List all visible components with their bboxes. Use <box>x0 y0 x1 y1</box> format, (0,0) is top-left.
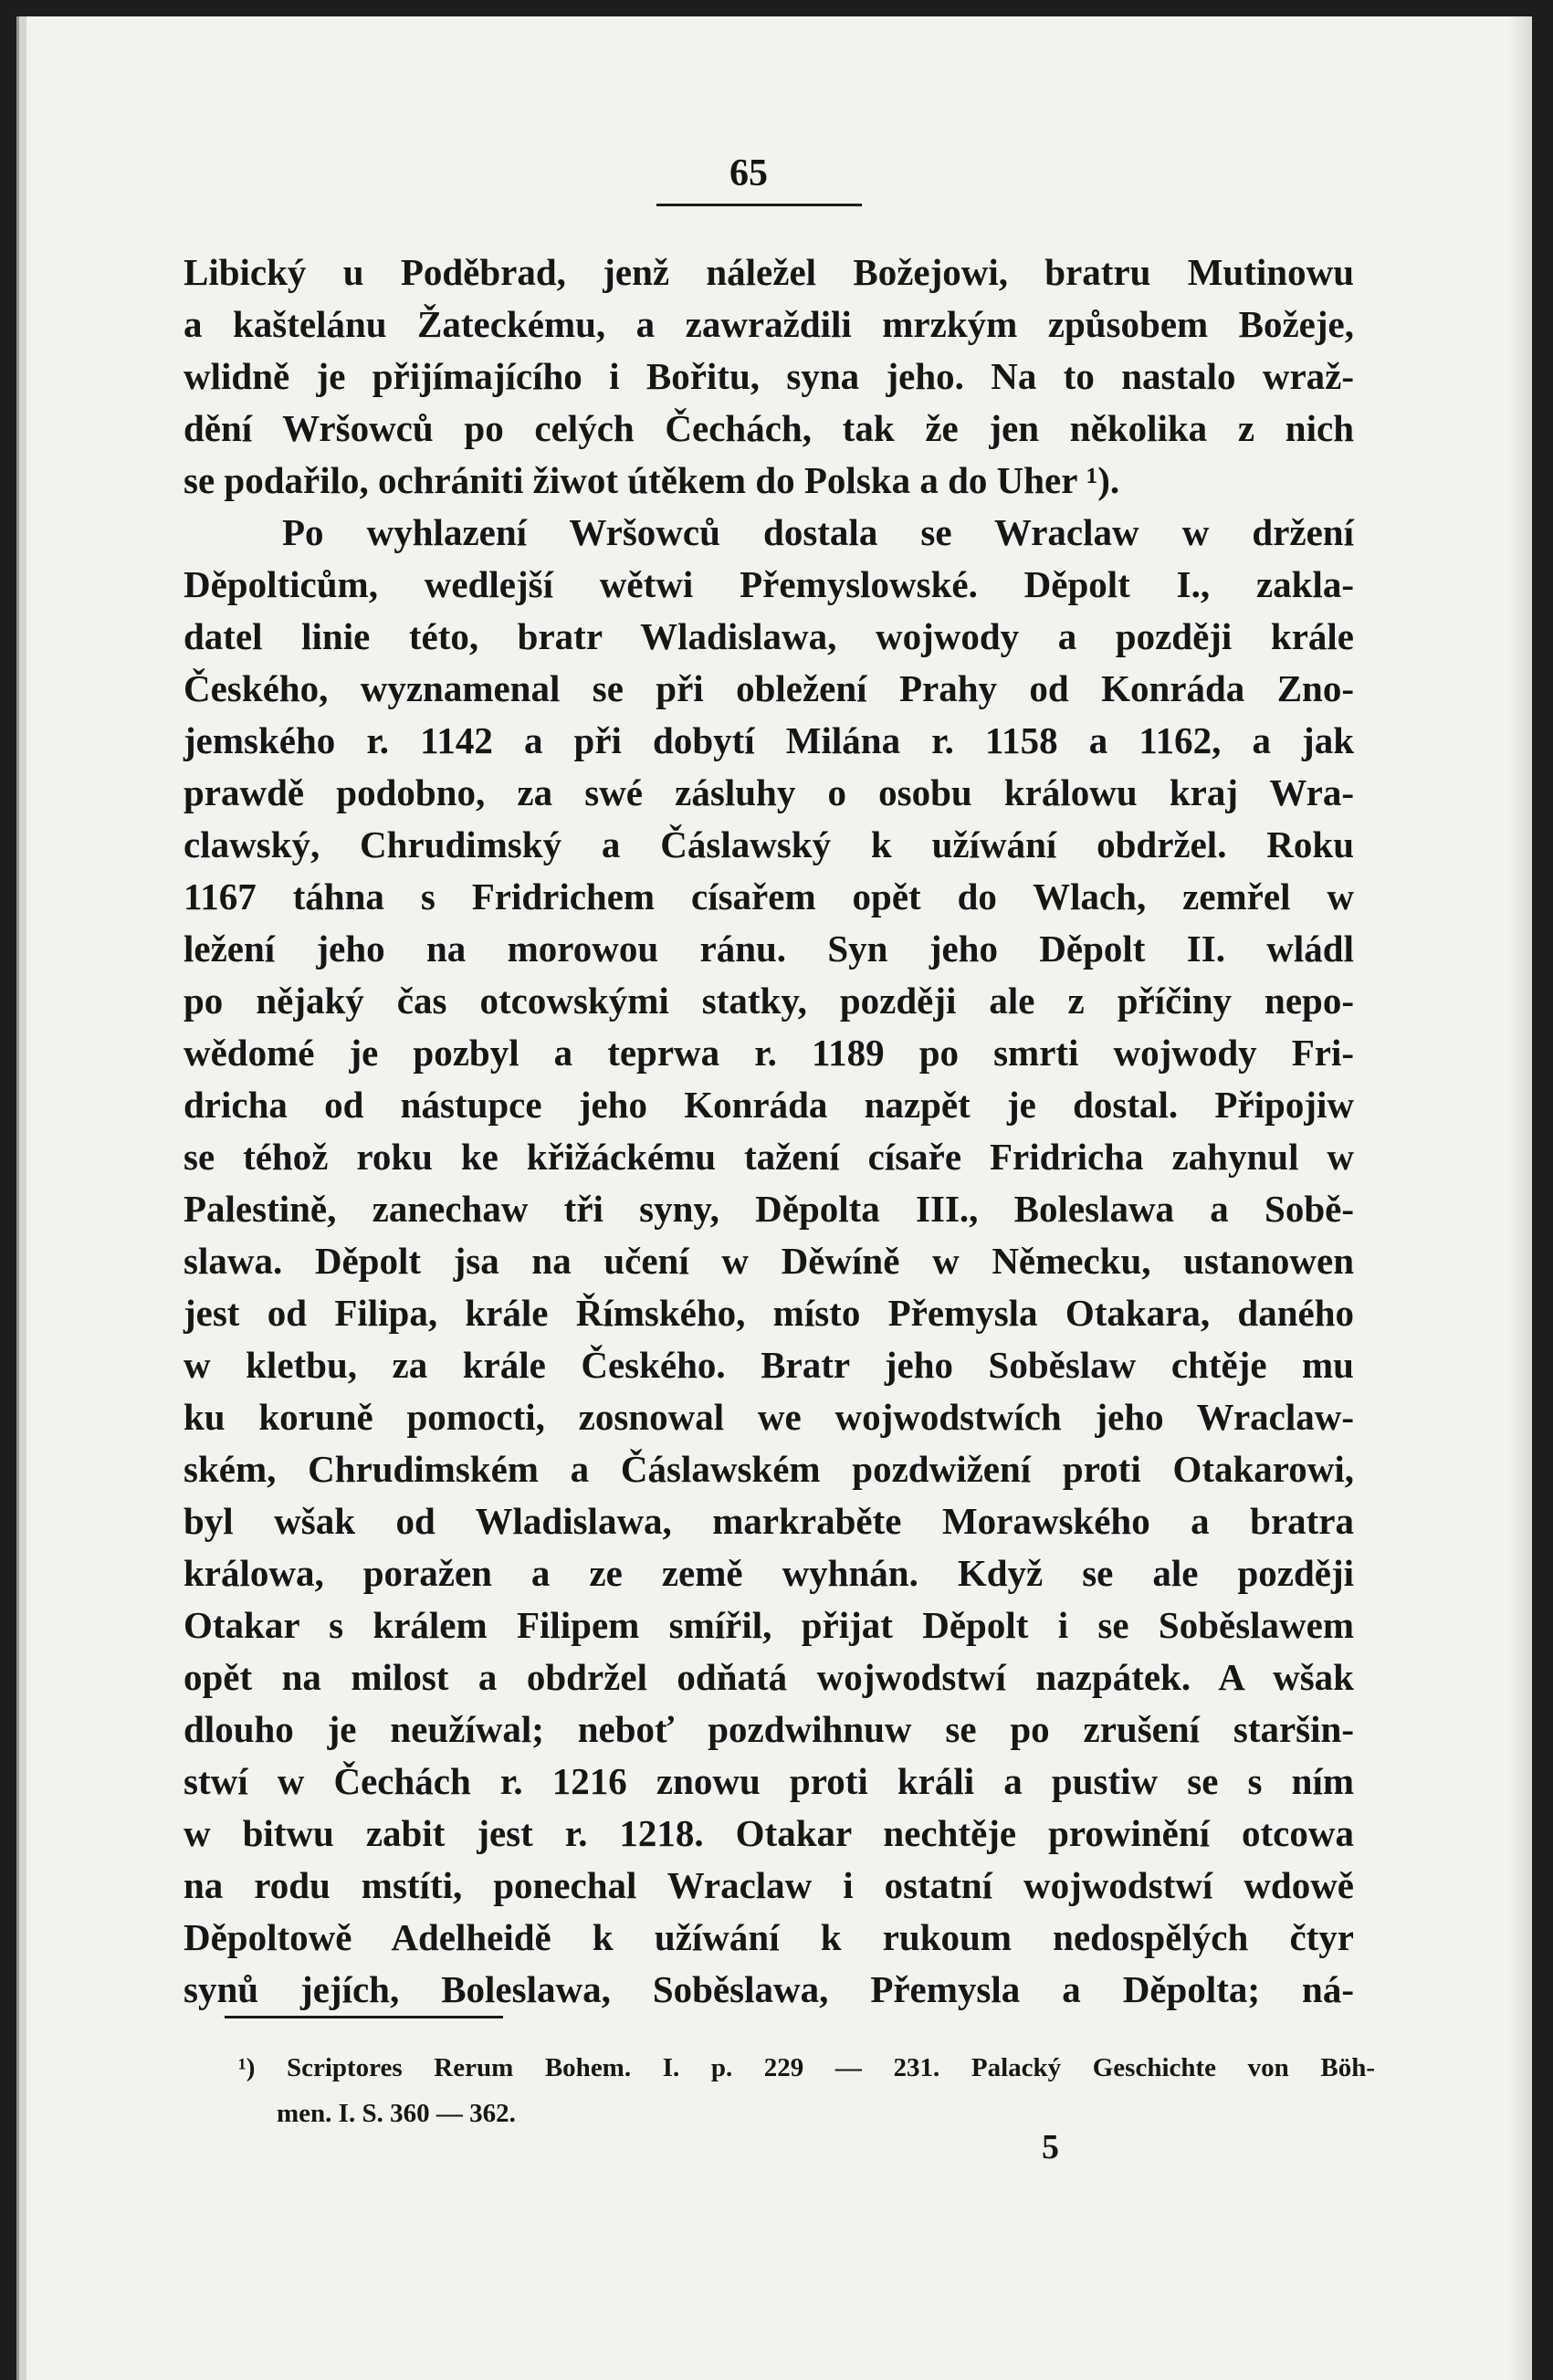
text-line: ku koruně pomocti, zosnowal we wojwodstwích jeho Wraclaw- <box>184 1396 1354 1438</box>
page-edge-shadow <box>1508 16 1532 2380</box>
text-line: jemského r. 1142 a při dobytí Milána r. 1158 a 1162, a jak <box>184 719 1354 761</box>
text-line: se podařilo, ochrániti žiwot útěkem do Polska a do Uher ¹). <box>184 459 1120 501</box>
text-line: wlidně je přijímajícího i Bořitu, syna jeho. Na to nastalo wraž- <box>184 355 1354 397</box>
text-line: stwí w Čechách r. 1216 znowu proti králi a pustiw se s ním <box>184 1760 1354 1802</box>
text-line: na rodu mstíti, ponechal Wraclaw i ostatní wojwodstwí wdowě <box>184 1864 1354 1906</box>
text-line: a kaštelánu Žateckému, a zawraždili mrzkým způsobem Božeje, <box>184 303 1354 345</box>
footnote-rule <box>225 2016 503 2018</box>
text-line: wědomé je pozbyl a teprwa r. 1189 po smrti wojwody Fri- <box>184 1032 1354 1074</box>
text-line: Palestině, zanechaw tři syny, Děpolta III., Boleslawa a Sobě- <box>184 1188 1354 1230</box>
text-line: byl wšak od Wladislawa, markraběte Morawského a bratra <box>184 1500 1354 1542</box>
text-line: Českého, wyznamenal se při obležení Prahy od Konráda Zno- <box>184 667 1354 709</box>
text-line: dlouho je neužíwal; neboť pozdwihnuw se po zrušení staršin- <box>184 1708 1354 1750</box>
book-page <box>16 16 1532 2380</box>
text-line: opět na milost a obdržel odňatá wojwodstwí nazpátek. A wšak <box>184 1656 1354 1698</box>
text-line: Po wyhlazení Wršowců dostala se Wraclaw w držení <box>282 511 1354 553</box>
text-line: se téhož roku ke křižáckému tažení císaře Fridricha zahynul w <box>184 1136 1354 1178</box>
footnotes <box>238 2045 1375 2136</box>
text-line: clawský, Chrudimský a Čáslawský k užíwání obdržel. Roku <box>184 823 1354 865</box>
text-line: dění Wršowců po celých Čechách, tak že jen několika z nich <box>184 407 1354 449</box>
text-line: jest od Filipa, krále Římského, místo Přemysla Otakara, daného <box>184 1292 1354 1334</box>
page-number-rule <box>656 204 862 206</box>
text-line: slawa. Děpolt jsa na učení w Děwíně w Německu, ustanowen <box>184 1240 1354 1282</box>
text-line: w kletbu, za krále Českého. Bratr jeho Soběslaw chtěje mu <box>184 1344 1354 1386</box>
text-line: datel linie této, bratr Wladislawa, wojwody a později krále <box>184 615 1354 657</box>
text-line: 1167 táhna s Fridrichem císařem opět do Wlach, zemřel w <box>184 875 1354 917</box>
text-line: Otakar s králem Filipem smířil, přijat Děpolt i se Soběslawem <box>184 1604 1354 1646</box>
text-line: Děpolticům, wedlejší wětwi Přemyslowské. Děpolt I., zakla- <box>184 563 1354 605</box>
signature-mark: 5 <box>1042 2128 1059 2166</box>
text-line: králowa, poražen a ze země wyhnán. Když se ale později <box>184 1552 1354 1594</box>
text-line: synů jejích, Boleslawa, Soběslawa, Přemysla a Děpolta; ná- <box>184 1968 1354 2010</box>
text-line: w bitwu zabit jest r. 1218. Otakar nechtěje prowinění otcowa <box>184 1812 1354 1854</box>
text-line: dricha od nástupce jeho Konráda nazpět je dostal. Připojiw <box>184 1084 1354 1126</box>
page-spine-edge <box>19 16 26 2380</box>
text-line: Děpoltowě Adelheidě k užíwání k rukoum nedospělých čtyr <box>184 1916 1354 1958</box>
footnote-line: ¹) Scriptores Rerum Bohem. I. p. 229 — 231. Palacký Geschichte von Böh- <box>238 2053 1375 2082</box>
text-line: prawdě podobno, za swé zásluhy o osobu králowu kraj Wra- <box>184 771 1354 813</box>
page-number: 65 <box>729 152 768 194</box>
text-line: ležení jeho na morowou ránu. Syn jeho Děpolt II. wládl <box>184 928 1354 970</box>
footnote-line: men. I. S. 360 — 362. <box>277 2099 516 2128</box>
text-line: Libický u Poděbrad, jenž náležel Božejowi, bratru Mutinowu <box>184 251 1354 293</box>
body-text <box>184 246 1354 2016</box>
text-line: ském, Chrudimském a Čáslawském pozdwižení proti Otakarowi, <box>184 1448 1354 1490</box>
text-line: po nějaký čas otcowskými statky, později ale z příčiny nepo- <box>184 980 1354 1022</box>
